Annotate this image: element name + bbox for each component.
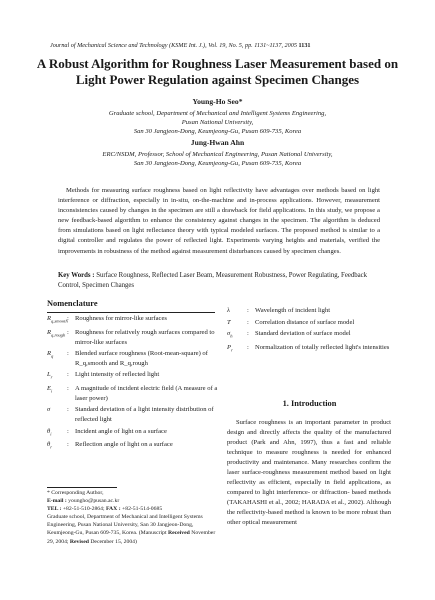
- footnote-phone: TEL : +82-51-510-2864; FAX : +82-51-514-0685: [47, 506, 163, 513]
- nomenclature-symbol: $\theta_r$: [47, 441, 53, 450]
- nomenclature-definition: Incident angle of light on a surface: [75, 427, 167, 435]
- nomenclature-rule: [47, 312, 215, 313]
- nomenclature-item: $R_q$ : Blended surface roughness (Root-mean-square) of R_q,smooth and R_q,rough: [47, 349, 219, 368]
- nomenclature-symbol: $\sigma_h$: [227, 330, 233, 339]
- nomenclature-definition: Normalization of totally reflected light's intensities: [255, 344, 390, 352]
- nomenclature-left-column: [47, 314, 219, 454]
- nomenclature-symbol: σ: [47, 406, 51, 414]
- nomenclature-symbol: $L_r$: [47, 371, 53, 380]
- nomenclature-item: T : Correlation distance of surface model: [227, 318, 392, 328]
- section-heading-introduction: 1. Introduction: [282, 399, 337, 408]
- nomenclature-item: $\sigma_h$ : Standard deviation of surface model: [227, 329, 392, 341]
- author-name: Young-Ho Seo*: [192, 97, 243, 106]
- nomenclature-symbol: $R_{q,rough}$: [47, 328, 66, 338]
- nomenclature-symbol: $E_i$: [47, 385, 53, 394]
- footnote-body: Graduate school, Department of Mechanical and Intelligent Systems Engineering, Pusan National University, San 30 Jangjeon-Dong, Keumjeong-Gu, Pusan 609-735, Korea. (Manuscript Received November 29, 2004; Revised December 15, 2004): [47, 514, 216, 545]
- page-number: 1131: [298, 42, 311, 49]
- affiliation-line: San 30 Jangjeon-Dong, Keumjeong-Gu, Pusan 609-735, Korea: [133, 128, 302, 136]
- nomenclature-item: $P_r$ : Normalization of totally reflected light's intensities: [227, 343, 392, 355]
- keywords-label: Key Words :: [58, 272, 95, 279]
- nomenclature-item: $R_{q,rough}$ : Roughness for relatively rough surfaces compared to mirror-like surfaces: [47, 328, 219, 347]
- affiliation-line: Pusan National University,: [181, 119, 254, 127]
- nomenclature-symbol: $R_q$: [47, 350, 54, 359]
- author-affiliation: [20, 109, 415, 137]
- journal-citation: Journal of Mechanical Science and Technology (KSME Int. J.), Vol. 19, No. 5, pp. 1131~1137, 2005: [50, 42, 297, 49]
- keywords: [58, 271, 380, 291]
- affiliation-line: ERC/NSDM, Professor, School of Mechanical Engineering, Pusan National University,: [102, 151, 333, 158]
- author-name: Jung-Hwan Ahn: [190, 138, 245, 147]
- nomenclature-definition: Roughness for mirror-like surfaces: [75, 315, 167, 322]
- nomenclature-right-column: [227, 306, 392, 357]
- keywords-text: Surface Roughness, Reflected Laser Beam, Measurement Robustness, Power Regulating, Feedback Control, Specimen Changes: [58, 272, 368, 289]
- nomenclature-item: $\theta_r$ : Reflection angle of light on a surface: [47, 440, 219, 452]
- footnote: [47, 489, 217, 546]
- nomenclature-symbol: $\theta_i$: [47, 427, 52, 436]
- journal-header: [50, 42, 311, 49]
- nomenclature-definition: Reflection angle of light on a surface: [75, 441, 173, 449]
- nomenclature-symbol: $R_{q,smooth}$: [47, 315, 68, 324]
- nomenclature-definition: Standard deviation of surface model: [255, 330, 351, 338]
- nomenclature-item: σ : Standard deviation of a light intensity distribution of reflected light: [47, 405, 219, 424]
- footnote-corresponding: * Corresponding Author,: [47, 490, 104, 496]
- affiliation-line: San 30 Jangjeon-Dong, Keumjeong-Gu, Pusan 609-735, Korea: [133, 160, 302, 168]
- nomenclature-item: $L_r$ : Light intensity of reflected light: [47, 370, 219, 382]
- introduction-text: Surface roughness is an important parameter in product design and directly affects the quality of the manufactured product (Park and Ahn, 1997), thus a fast and reliable technique to measure roughness is needed for enhanced productivity and maintenance. Many researches confirm the laser surface-roughness measurement method based on light reflectivity as efficient, especially in field applications, as compared to light interference- or diffraction- based methods (TAKAHASHI et al., 2002; HARADA et al., 2002). Although the reflectivity-based method is known to be more robust than other optical measurement: [227, 419, 391, 526]
- title-line-1: A Robust Algorithm for Roughness Laser Measurement based on: [36, 56, 399, 71]
- footnote-email: E-mail : youngho@pusan.ac.kr: [47, 498, 120, 505]
- nomenclature-item: $\theta_i$ : Incident angle of light on a surface: [47, 427, 219, 439]
- nomenclature-definition: Light intensity of reflected light: [75, 371, 160, 379]
- nomenclature-symbol: T: [227, 318, 231, 326]
- nomenclature-definition: A magnitude of incident electric field (A measure of a laser power): [75, 385, 218, 402]
- nomenclature-definition: Standard deviation of a light intensity distribution of reflected light: [75, 406, 214, 423]
- footnote-rule: [47, 487, 117, 488]
- nomenclature-item: $R_{q,smooth}$ : Roughness for mirror-like surfaces: [47, 314, 219, 326]
- title-line-2: Light Power Regulation against Specimen Changes: [75, 72, 360, 87]
- paper-title: [20, 56, 415, 88]
- nomenclature-definition: Wavelength of incident light: [255, 307, 331, 314]
- nomenclature-heading: Nomenclature: [47, 299, 98, 308]
- nomenclature-definition: Roughness for relatively rough surfaces compared to mirror-like surfaces: [75, 328, 215, 346]
- author-affiliation: [20, 150, 415, 168]
- affiliation-line: Graduate school, Department of Mechanical and Intelligent Systems Engineering,: [108, 110, 327, 117]
- nomenclature-item: $E_i$ : A magnitude of incident electric field (A measure of a laser power): [47, 385, 218, 402]
- abstract: Methods for measuring surface roughness based on light reflectivity have advantages over methods based on light interference or diffraction, especially in in-situ, on-the-machine and in-process applications. However, measurement inconsistencies caused by changes in the specimen are still a drawback for field applications. In this study, we propose a new feedback-based algorithm to enhance the consistency against changes in the specimen. The algorithm is deduced from simulations based on light reflectance theory with typical modeled surfaces. The proposed method is similar to a digital controller and regulates the power of reflected light. Experiments varying heights and materials, verified the improvements in robustness of the method against measurement disturbances caused by specimen changes.: [58, 187, 380, 255]
- nomenclature-definition: Correlation distance of surface model: [255, 318, 355, 326]
- nomenclature-symbol: $P_r$: [227, 344, 233, 353]
- nomenclature-item: λ : Wavelength of incident light: [227, 306, 392, 316]
- nomenclature-symbol: λ: [227, 307, 230, 314]
- email-address: youngho@pusan.ac.kr: [68, 498, 120, 505]
- nomenclature-definition: Blended surface roughness (Root-mean-square) of R_q,smooth and R_q,rough: [75, 350, 208, 367]
